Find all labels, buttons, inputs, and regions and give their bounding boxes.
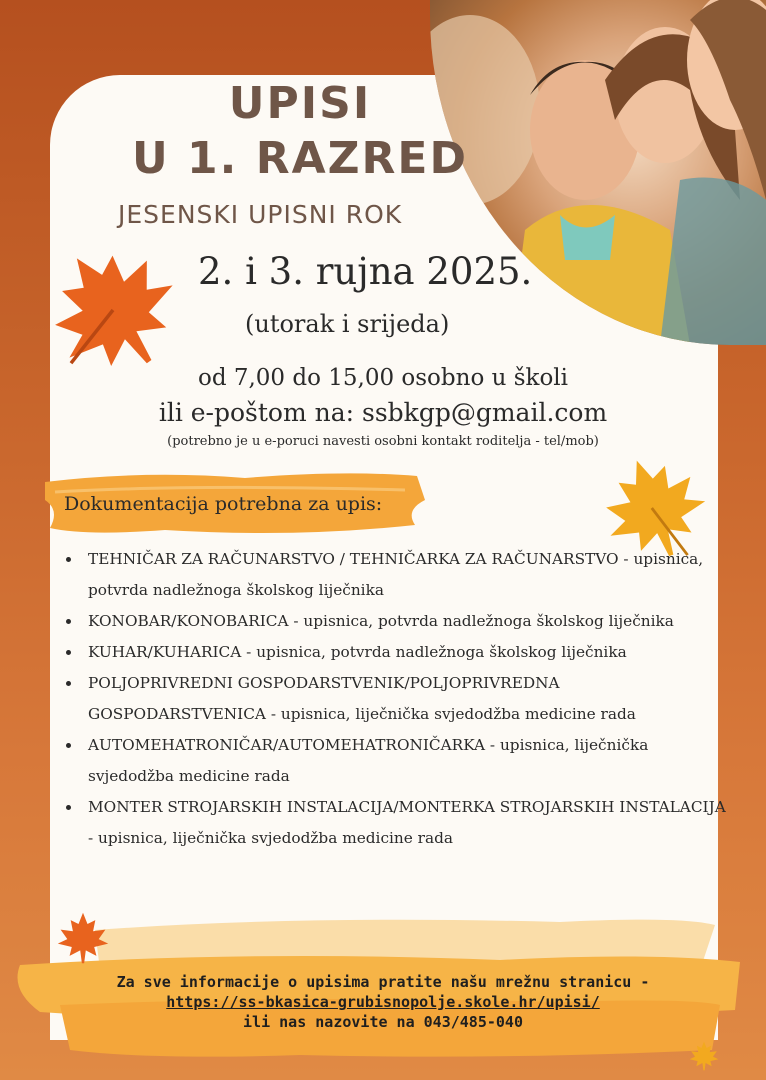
documents-list <box>60 544 732 854</box>
list-item: • KUHAR/KUHARICA - upisnica, potvrda nadležnoga školskog liječnika <box>82 637 732 668</box>
maple-leaf-icon <box>55 910 111 966</box>
list-item: • KONOBAR/KONOBARICA - upisnica, potvrda nadležnoga školskog liječnika <box>82 606 732 637</box>
title-line-1: UPISI <box>228 78 372 129</box>
website-link[interactable]: https://ss-bkasica-grubisnopolje.skole.hr/upisi/ <box>166 993 600 1011</box>
email-line[interactable]: ili e-poštom na: ssbkgp@gmail.com <box>158 398 608 427</box>
subtitle: JESENSKI UPISNI ROK <box>118 200 403 229</box>
list-item: • AUTOMEHATRONIČAR/AUTOMEHATRONIČARKA - upisnica, liječnička svjedodžba medicine rada <box>82 730 732 792</box>
documents-heading: Dokumentacija potrebna za upis: <box>64 493 383 515</box>
list-item: • MONTER STROJARSKIH INSTALACIJA/MONTERKA STROJARSKIH INSTALACIJA - upisnica, liječnička svjedodžba medicine rada <box>82 792 732 854</box>
phone-line: ili nas nazovite na 043/485-040 <box>243 1013 523 1031</box>
office-hours: od 7,00 do 15,00 osobno u školi <box>197 365 569 391</box>
footer-info: Za sve informacije o upisima pratite našu mrežnu stranicu - <box>116 973 650 991</box>
maple-leaf-icon <box>688 1040 720 1072</box>
email-note: (potrebno je u e-poruci navesti osobni kontakt roditelja - tel/mob) <box>167 434 599 449</box>
title-line-2: U 1. RAZRED <box>132 133 468 184</box>
enrollment-days: (utorak i srijeda) <box>245 310 450 338</box>
list-item: • POLJOPRIVREDNI GOSPODARSTVENIK/POLJOPRIVREDNA GOSPODARSTVENICA - upisnica, liječnička svjedodžba medicine rada <box>82 668 732 730</box>
list-item: • TEHNIČAR ZA RAČUNARSTVO / TEHNIČARKA ZA RAČUNARSTVO - upisnica, potvrda nadležnoga školskog liječnika <box>82 544 732 606</box>
enrollment-date: 2. i 3. rujna 2025. <box>198 250 533 293</box>
maple-leaf-icon <box>38 240 188 380</box>
